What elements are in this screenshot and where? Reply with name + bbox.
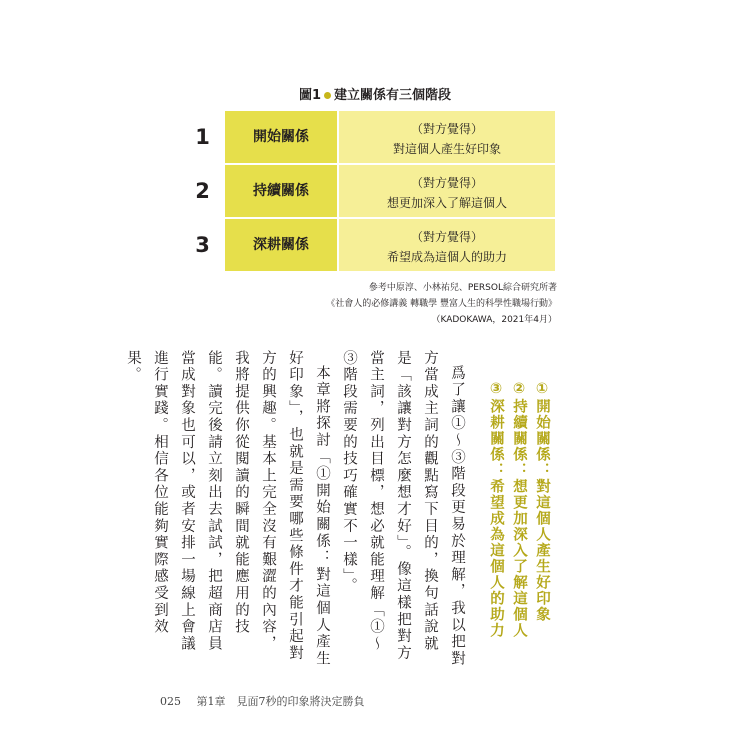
stage-name: 開始關係 [225, 111, 337, 163]
chapter-title: 第1章 見面7秒的印象將決定勝負 [196, 695, 365, 708]
stage-note: （對方覺得） [410, 122, 483, 136]
stage-description [339, 165, 555, 217]
stage-number: 1 [195, 125, 210, 149]
stage-number: 3 [195, 233, 210, 257]
source-line-2: 《社會人的必修講義 轉職學 豐富人生的科學性職場行動》 [326, 299, 557, 309]
stage-description [339, 219, 555, 271]
summary-line-2: ②持續關係：想更加深入了解這個人 [511, 381, 527, 639]
page-footer [160, 693, 365, 709]
body-paragraph-1: 爲了讓①～③階段更易於理解，我以把對方當成主詞的觀點寫下目的，換句話說就是「該讓對方怎麼想才好」。像這樣把對方當主詞，列出目標，想必就能理解「①～③階段需要的技巧確實不一樣」。 [341, 350, 465, 667]
source-line-1: 參考中原淳、小林祐兒、PERSOL綜合研究所著 [368, 283, 557, 293]
source-line-3: （KADOKAWA，2021年4月） [431, 315, 557, 325]
figure-title-text: 建立關係有三個階段 [334, 88, 452, 103]
stage-note: （對方覺得） [410, 230, 483, 244]
bullet-dot-icon [324, 92, 331, 99]
figure-title [0, 84, 750, 103]
summary-line-3: ③深耕關係：希望成為這個人的助力 [488, 381, 504, 639]
page-number: 025 [160, 695, 181, 708]
stage-goal: 想更加深入了解這個人 [386, 196, 507, 210]
stage-row-1 [180, 111, 555, 163]
stage-goal: 對這個人產生好印象 [392, 142, 501, 156]
stage-row-2 [180, 165, 555, 217]
summary-line-1: ①開始關係：對這個人產生好印象 [534, 381, 550, 623]
body-text [119, 350, 470, 668]
stage-name: 深耕關係 [225, 219, 337, 271]
stage-description [339, 111, 555, 163]
stages-table [180, 111, 555, 267]
stage-note: （對方覺得） [410, 176, 483, 190]
body-paragraph-2: 本章將探討「①開始關係：對這個人產生好印象」，也就是需要哪些條件才能引起對方的興趣。基本上完全沒有艱澀的內容，我將提供你從閱讀的瞬間就能應用的技能。讀完後請立刻出去試試，把超商店員當成對象也可以，或者安排一場線上會議進行實踐。相信各位能夠實際感受到效果。 [125, 350, 330, 667]
stage-goal: 希望成為這個人的助力 [386, 250, 507, 264]
stage-summary-list [484, 381, 553, 639]
stage-number: 2 [195, 179, 210, 203]
stage-row-3 [180, 219, 555, 271]
figure-label: 圖1 [298, 88, 322, 103]
stage-name: 持續關係 [225, 165, 337, 217]
